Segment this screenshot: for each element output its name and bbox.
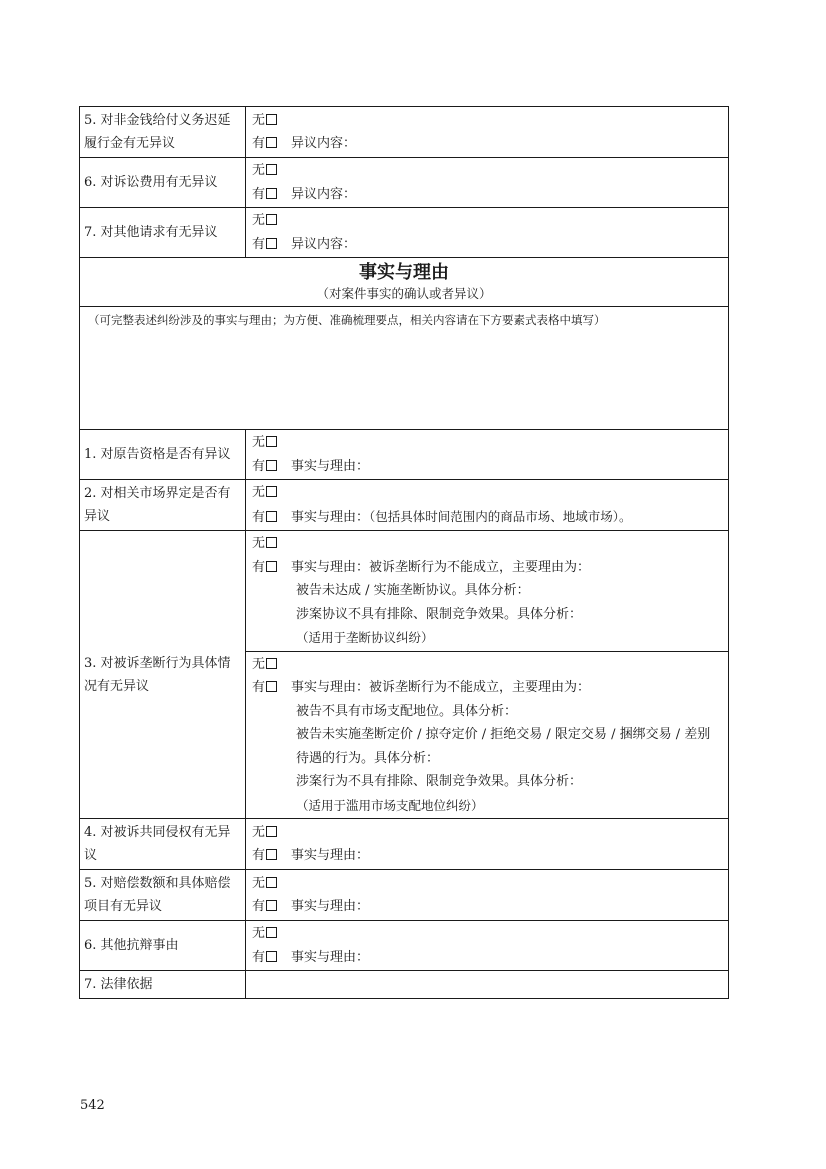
checkbox-yes[interactable] bbox=[266, 137, 277, 148]
row-options bbox=[246, 870, 729, 921]
row-label: 6. 其他抗辩事由 bbox=[80, 921, 246, 971]
free-text-hint: （可完整表述纠纷涉及的事实与理由；为方便、准确梳理要点，相关内容请在下方要素式表格中填写） bbox=[88, 313, 606, 327]
checkbox-no[interactable] bbox=[266, 214, 277, 225]
free-text-row bbox=[80, 307, 729, 430]
row-label: 1. 对原告资格是否有异议 bbox=[80, 430, 246, 480]
row-options bbox=[246, 819, 729, 870]
option-no-label: 无 bbox=[252, 163, 266, 178]
table-row bbox=[80, 107, 729, 158]
checkbox-no[interactable] bbox=[266, 877, 277, 888]
option-no-label: 无 bbox=[252, 536, 266, 551]
table-row bbox=[80, 158, 729, 208]
option-yes-label: 有 bbox=[252, 680, 266, 695]
checkbox-yes[interactable] bbox=[266, 188, 277, 199]
row-options bbox=[246, 430, 729, 480]
option-yes-label: 有 bbox=[252, 136, 266, 151]
option-yes-label: 有 bbox=[252, 509, 266, 525]
table-row bbox=[80, 480, 729, 531]
checkbox-yes[interactable] bbox=[266, 561, 277, 572]
row-options bbox=[246, 107, 729, 158]
facts-reasons-label: 事实与理由： bbox=[291, 458, 370, 474]
row-options bbox=[246, 921, 729, 971]
checkbox-yes[interactable] bbox=[266, 900, 277, 911]
answer-form-table bbox=[79, 106, 729, 999]
row-label: 3. 对被诉垄断行为具体情况有无异议 bbox=[80, 531, 246, 819]
facts-reasons-label: 事实与理由： bbox=[291, 509, 370, 525]
agreement-line-2: 被告未达成 / 实施垄断协议。具体分析： bbox=[296, 583, 530, 598]
legal-basis-field[interactable] bbox=[246, 971, 729, 999]
dominance-note: （适用于滥用市场支配地位纠纷） bbox=[296, 797, 484, 813]
checkbox-yes[interactable] bbox=[266, 849, 277, 860]
option-no-label: 无 bbox=[252, 824, 266, 840]
checkbox-no[interactable] bbox=[266, 436, 277, 447]
section-header-row bbox=[80, 258, 729, 307]
row-options-agreement bbox=[246, 531, 729, 652]
dominance-line-3: 被告未实施垄断定价 / 掠夺定价 / 拒绝交易 / 限定交易 / 捆绑交易 / 差别待遇的行为。具体分析： bbox=[296, 727, 711, 766]
row-label: 2. 对相关市场界定是否有异议 bbox=[80, 480, 246, 531]
dominance-line-4: 涉案行为不具有排除、限制竞争效果。具体分析： bbox=[296, 774, 583, 789]
checkbox-no[interactable] bbox=[266, 826, 277, 837]
option-no-label: 无 bbox=[252, 875, 266, 891]
checkbox-yes[interactable] bbox=[266, 681, 277, 692]
table-row bbox=[80, 971, 729, 999]
option-yes-label: 有 bbox=[252, 899, 266, 914]
dominance-line-1: 事实与理由：被诉垄断行为不能成立，主要理由为： bbox=[291, 680, 591, 695]
row-label: 7. 法律依据 bbox=[80, 971, 246, 999]
row-label: 4. 对被诉共同侵权有无异议 bbox=[80, 819, 246, 870]
option-no-label: 无 bbox=[252, 435, 266, 450]
option-no-label: 无 bbox=[252, 213, 266, 228]
table-row bbox=[80, 531, 729, 652]
dispute-content-label: 异议内容： bbox=[291, 136, 357, 151]
option-yes-label: 有 bbox=[252, 949, 266, 965]
option-yes-label: 有 bbox=[252, 458, 266, 474]
row-label: 5. 对非金钱给付义务迟延履行金有无异议 bbox=[80, 107, 246, 158]
checkbox-yes[interactable] bbox=[266, 511, 277, 522]
table-row bbox=[80, 208, 729, 258]
checkbox-yes[interactable] bbox=[266, 238, 277, 249]
section-title: 事实与理由 bbox=[359, 262, 449, 283]
row-label: 5. 对赔偿数额和具体赔偿项目有无异议 bbox=[80, 870, 246, 921]
checkbox-no[interactable] bbox=[266, 164, 277, 175]
dominance-line-2: 被告不具有市场支配地位。具体分析： bbox=[296, 703, 518, 719]
option-yes-label: 有 bbox=[252, 186, 266, 202]
row-options bbox=[246, 208, 729, 258]
checkbox-yes[interactable] bbox=[266, 460, 277, 471]
table-row bbox=[80, 870, 729, 921]
market-note: （包括具体时间范围内的商品市场、地域市场）。 bbox=[369, 508, 632, 524]
option-yes-label: 有 bbox=[252, 848, 266, 863]
agreement-line-1: 事实与理由：被诉垄断行为不能成立，主要理由为： bbox=[291, 559, 591, 575]
checkbox-no[interactable] bbox=[266, 927, 277, 938]
checkbox-no[interactable] bbox=[266, 537, 277, 548]
checkbox-yes[interactable] bbox=[266, 951, 277, 962]
table-row bbox=[80, 921, 729, 971]
option-yes-label: 有 bbox=[252, 236, 266, 252]
row-options-dominance bbox=[246, 651, 729, 819]
row-label: 6. 对诉讼费用有无异议 bbox=[80, 158, 246, 208]
checkbox-no[interactable] bbox=[266, 658, 277, 669]
facts-reasons-label: 事实与理由： bbox=[291, 848, 370, 863]
row-options bbox=[246, 480, 729, 531]
option-no-label: 无 bbox=[252, 656, 266, 672]
table-row bbox=[80, 430, 729, 480]
facts-reasons-label: 事实与理由： bbox=[291, 899, 370, 914]
agreement-note: （适用于垄断协议纠纷） bbox=[296, 630, 434, 645]
agreement-line-3: 涉案协议不具有排除、限制竞争效果。具体分析： bbox=[296, 606, 583, 622]
checkbox-no[interactable] bbox=[266, 114, 277, 125]
section-subtitle: （对案件事实的确认或者异议） bbox=[316, 286, 492, 301]
page-number: 542 bbox=[80, 1098, 105, 1113]
option-no-label: 无 bbox=[252, 112, 266, 128]
row-options bbox=[246, 158, 729, 208]
free-text-area[interactable] bbox=[80, 307, 729, 430]
facts-reasons-label: 事实与理由： bbox=[291, 949, 370, 965]
option-no-label: 无 bbox=[252, 926, 266, 941]
row-label: 7. 对其他请求有无异议 bbox=[80, 208, 246, 258]
option-yes-label: 有 bbox=[252, 559, 266, 575]
table-row bbox=[80, 819, 729, 870]
option-no-label: 无 bbox=[252, 485, 266, 500]
dispute-content-label: 异议内容： bbox=[291, 186, 357, 202]
checkbox-no[interactable] bbox=[266, 486, 277, 497]
dispute-content-label: 异议内容： bbox=[291, 236, 357, 252]
section-header bbox=[80, 258, 729, 307]
